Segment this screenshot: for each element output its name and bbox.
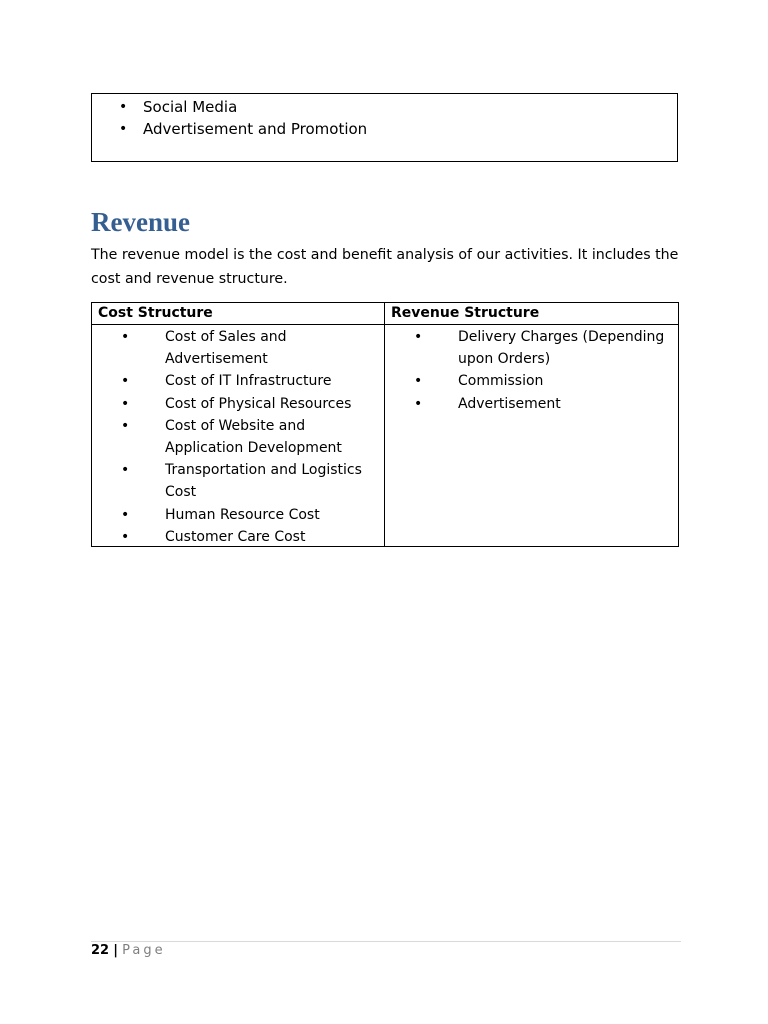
- page-number: 22: [91, 943, 110, 958]
- cost-structure-list: [92, 326, 382, 548]
- section-heading: Revenue: [91, 207, 190, 237]
- bullet-icon: •: [121, 329, 130, 345]
- list-item: [92, 415, 382, 459]
- list-item: [92, 459, 382, 503]
- list-item-text: Advertisement and Promotion: [143, 120, 368, 138]
- bullet-icon: •: [121, 373, 130, 390]
- list-item-text: Advertisement: [458, 395, 561, 412]
- bullet-icon: •: [121, 462, 130, 479]
- bullet-icon: •: [414, 329, 423, 345]
- list-item: [92, 504, 382, 526]
- list-item: [92, 393, 382, 415]
- page-footer: [91, 942, 166, 960]
- cost-structure-header: Cost Structure: [98, 305, 213, 321]
- list-item-text: Cost of IT Infrastructure: [165, 373, 332, 390]
- list-item: [385, 370, 679, 392]
- bullet-icon: •: [121, 417, 130, 434]
- section-paragraph: The revenue model is the cost and benefit analysis of our activities. It includes the cost and revenue structure.: [91, 247, 679, 287]
- list-item: [92, 370, 382, 392]
- list-item-text: Social Media: [143, 98, 238, 116]
- list-item-text: Commission: [458, 373, 544, 390]
- revenue-structure-header: Revenue Structure: [391, 305, 540, 321]
- list-item: [92, 96, 677, 118]
- bullet-icon: •: [119, 121, 128, 137]
- list-item-text: Cost of Website and Application Development: [165, 417, 342, 457]
- channels-list: [92, 94, 677, 140]
- list-item-text: Transportation and Logistics Cost: [165, 462, 362, 501]
- bullet-icon: •: [119, 99, 128, 115]
- footer-divider: [91, 941, 681, 942]
- revenue-structure-list: [385, 326, 679, 415]
- list-item: [385, 326, 679, 370]
- bullet-icon: •: [121, 506, 130, 523]
- list-item-text: Cost of Physical Resources: [165, 395, 352, 412]
- list-item: [385, 393, 679, 415]
- bullet-icon: •: [121, 395, 130, 412]
- bullet-icon: •: [414, 373, 423, 390]
- list-item-text: Cost of Sales and Advertisement: [165, 329, 287, 368]
- list-item: [92, 118, 677, 140]
- footer-separator: |: [113, 943, 118, 958]
- list-item-text: Delivery Charges (Depending upon Orders): [458, 329, 665, 368]
- bullet-icon: •: [414, 395, 423, 412]
- list-item-text: Customer Care Cost: [165, 528, 306, 545]
- revenue-model-table: [91, 302, 679, 547]
- list-item-text: Human Resource Cost: [165, 506, 320, 523]
- list-item: [92, 326, 382, 370]
- header-divider: [92, 324, 678, 325]
- page-label: Page: [122, 943, 166, 958]
- bullet-icon: •: [121, 528, 130, 545]
- list-item: [92, 526, 382, 548]
- channels-box: [91, 93, 678, 162]
